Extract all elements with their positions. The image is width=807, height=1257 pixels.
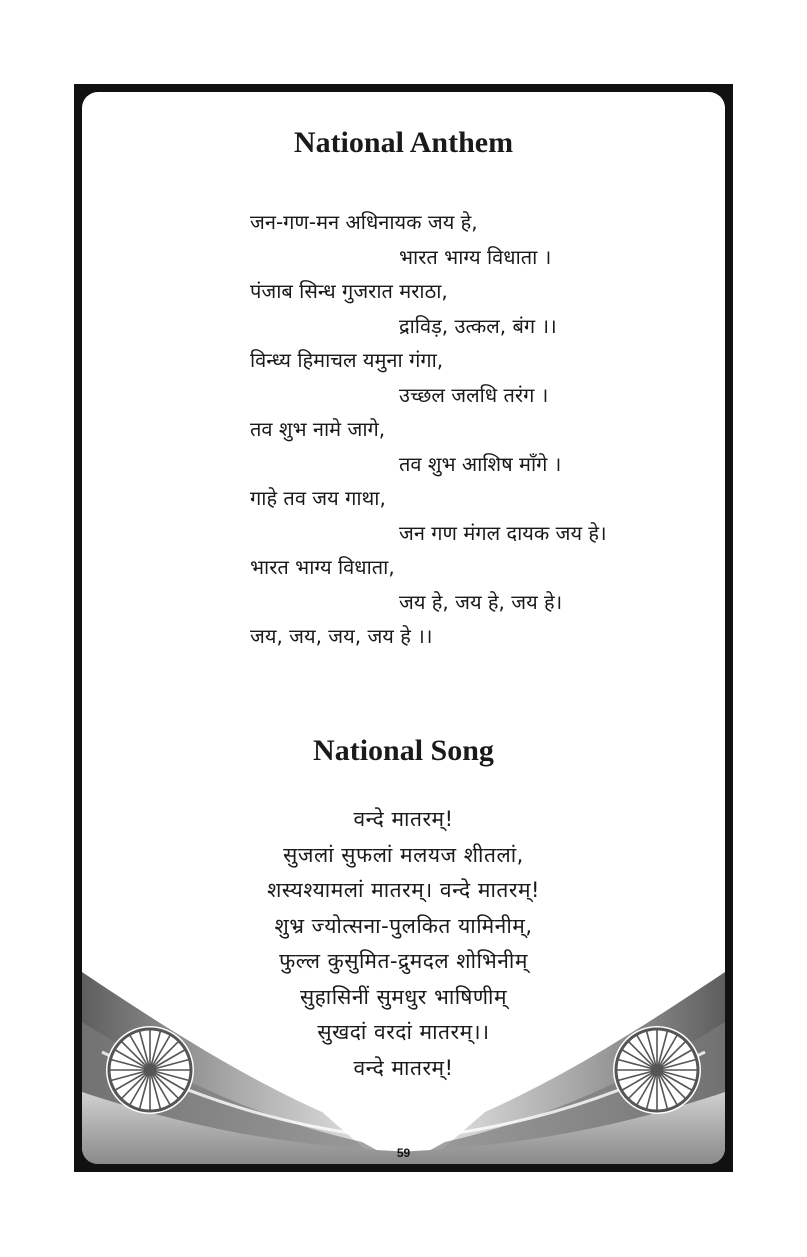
national-anthem-title: National Anthem [293,126,514,159]
anthem-line: द्राविड़, उत्कल, बंग ।। [399,313,557,338]
national-song-lyrics [82,802,725,1086]
anthem-line: विन्ध्य हिमाचल यमुना गंगा, [250,348,444,372]
song-line: शुभ्र ज्योत्सना-पुलकित यामिनीम्, [274,913,533,938]
national-song-title: National Song [313,734,494,767]
song-line: सुखदां वरदां मातरम्।। [317,1020,490,1044]
song-line: वन्दे मातरम्! [353,807,454,831]
anthem-line: भारत भाग्य विधाता, [250,555,395,579]
song-line: सुहासिनीं सुमधुर भाषिणीम् [299,984,508,1009]
page [82,92,725,1164]
page-number: 59 [396,1146,411,1160]
anthem-line: भारत भाग्य विधाता । [399,244,552,269]
anthem-line: गाहे तव जय गाथा, [250,486,386,510]
page-frame [74,84,733,1172]
song-line: सुजलां सुफलां मलयज शीतलां, [283,842,524,867]
anthem-line: तव शुभ नामे जागे, [250,417,386,441]
anthem-line: जय, जय, जय, जय हे ।। [250,624,433,648]
song-line: वन्दे मातरम्! [353,1055,454,1080]
song-line: फुल्ल कुसुमित-द्रुमदल शोभिनीम् [279,949,528,973]
anthem-line: तव शुभ आशिष माँगे । [399,451,562,476]
song-line: शस्यश्यामलां मातरम्। वन्दे मातरम्! [267,878,540,902]
anthem-line: पंजाब सिन्ध गुजरात मराठा, [250,279,448,303]
anthem-line: जन-गण-मन अधिनायक जय हे, [250,210,478,234]
anthem-line: उच्छल जलधि तरंग । [399,382,549,407]
anthem-line: जय हे, जय हे, जय हे। [399,589,563,614]
anthem-line: जन गण मंगल दायक जय हे। [399,520,607,545]
national-anthem-lyrics [250,205,607,654]
